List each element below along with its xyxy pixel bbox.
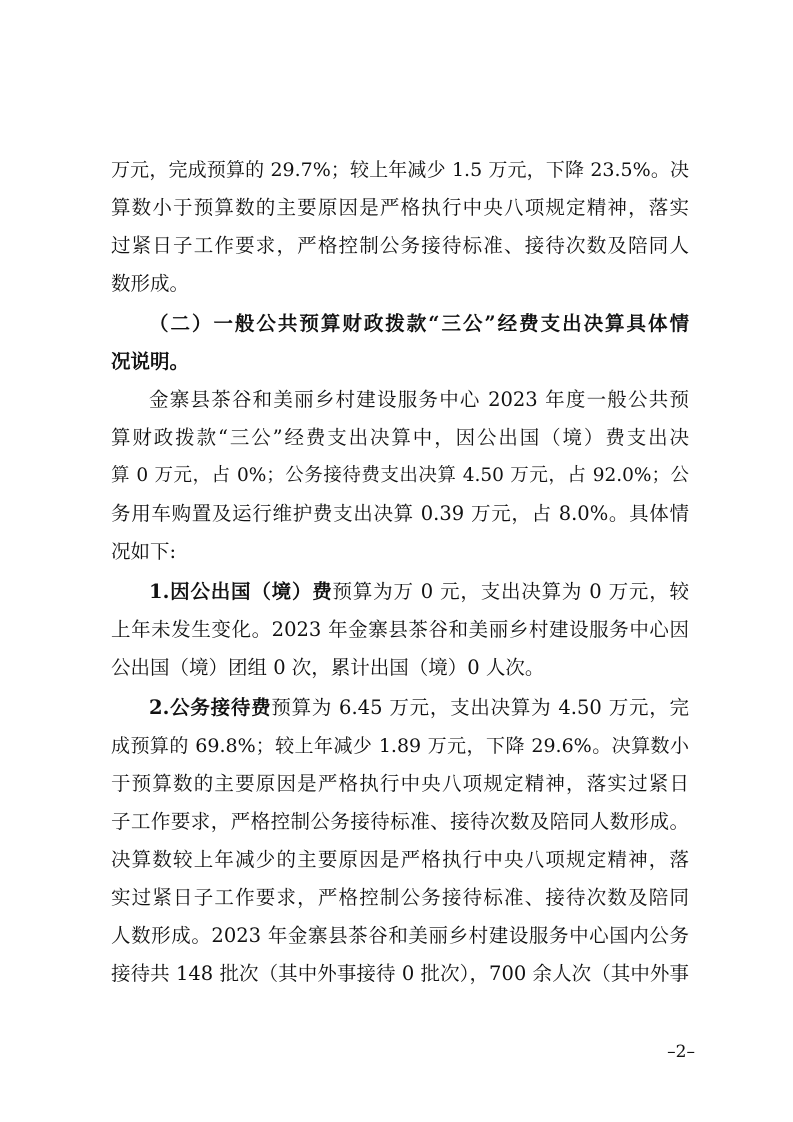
item-lead-label: 2.公务接待费 [149, 696, 272, 719]
paragraph-line: 于预算数的主要原因是严格执行中央八项规定精神，落实过紧日 [111, 772, 689, 795]
section-heading: 况说明。 [111, 350, 190, 373]
paragraph-line: 实过紧日子工作要求，严格控制公务接待标准、接待次数及陪同 [111, 886, 689, 909]
paragraph-line [149, 578, 689, 606]
page-number: –2– [667, 1042, 695, 1062]
paragraph-line: 过紧日子工作要求，严格控制公务接待标准、接待次数及陪同人 [111, 234, 689, 257]
paragraph-line: 数形成。 [111, 272, 190, 295]
paragraph-line: 接待共 148 批次（其中外事接待 0 批次），700 余人次（其中外事 [111, 962, 689, 985]
item-lead-label: 1.因公出国（境）费 [149, 580, 333, 603]
paragraph-line: 万元，完成预算的 29.7%；较上年减少 1.5 万元，下降 23.5%。决 [111, 159, 689, 181]
section-heading: （二）一般公共预算财政拨款“三公”经费支出决算具体情 [149, 312, 689, 335]
paragraph-line: 成预算的 69.8%；较上年减少 1.89 万元，下降 29.6%。决算数小 [111, 735, 689, 757]
paragraph-line: 金寨县茶谷和美丽乡村建设服务中心 2023 年度一般公共预 [149, 388, 689, 411]
paragraph-line: 决算数较上年减少的主要原因是严格执行中央八项规定精神，落 [111, 848, 689, 871]
paragraph-text: 预算为万 0 元，支出决算为 0 万元，较 [332, 580, 690, 603]
paragraph-line [149, 694, 689, 722]
paragraph-line: 算财政拨款“三公”经费支出决算中，因公出国（境）费支出决 [111, 426, 689, 449]
paragraph-line: 子工作要求，严格控制公务接待标准、接待次数及陪同人数形成。 [111, 810, 689, 833]
paragraph-line: 算数小于预算数的主要原因是严格执行中央八项规定精神，落实 [111, 196, 689, 219]
paragraph-line: 算 0 万元，占 0%；公务接待费支出决算 4.50 万元，占 92.0%；公 [111, 465, 689, 486]
paragraph-line: 务用车购置及运行维护费支出决算 0.39 万元，占 8.0%。具体情 [111, 502, 689, 525]
paragraph-line: 人数形成。2023 年金寨县茶谷和美丽乡村建设服务中心国内公务 [111, 924, 689, 947]
paragraph-line: 况如下: [111, 540, 177, 563]
paragraph-text: 预算为 6.45 万元，支出决算为 4.50 万元，完 [271, 696, 689, 719]
paragraph-line: 上年未发生变化。2023 年金寨县茶谷和美丽乡村建设服务中心因 [111, 618, 689, 641]
paragraph-line: 公出国（境）团组 0 次，累计出国（境）0 人次。 [111, 656, 545, 679]
